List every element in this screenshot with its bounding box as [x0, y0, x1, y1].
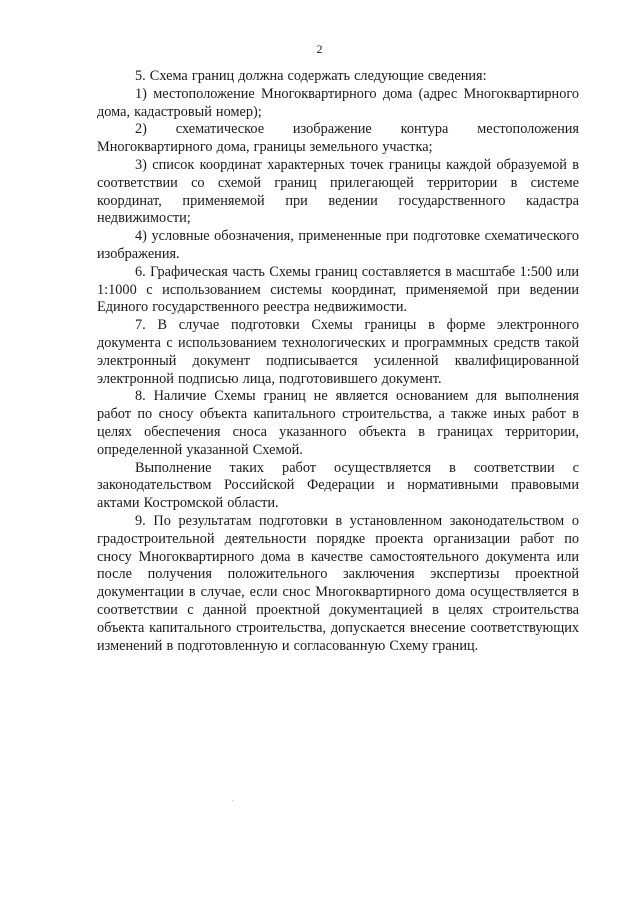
- paragraph-6: 6. Графическая часть Схемы границ составляется в масштабе 1:500 или 1:1000 с использованием системы координат, применяемой при ведении Единого государственного реестра недвижимости.: [97, 263, 579, 316]
- paragraph-8: 8. Наличие Схемы границ не является основанием для выполнения работ по сносу объекта капитального строительства, а также иных работ в целях обеспечения сноса указанного объекта в границах территории, определенной указанной Схемой.: [97, 388, 579, 458]
- paragraph-9: 9. По результатам подготовки в установленном законодательством о градостроительной деятельности порядке проекта организации работ по сносу Многоквартирного дома в качестве самостоятельного документа или после получения положительного заключения экспертизы проектной документации в случае, если снос Многоквартирного дома осуществляется в соответствии с данной проектной документацией в целях строительства объекта капитального строительства, допускается внесение соответствующих изменений в подготовленную и согласованную Схему границ.: [97, 512, 579, 654]
- paragraph-5-item-4: 4) условные обозначения, примененные при подготовке схематического изображения.: [97, 228, 579, 262]
- paragraph-8-continuation: Выполнение таких работ осуществляется в соответствии с законодательством Российской Федерации и нормативными правовыми актами Костромской области.: [97, 459, 579, 512]
- page-number: 2: [316, 42, 323, 56]
- document-body: [97, 68, 579, 655]
- paragraph-7: 7. В случае подготовки Схемы границы в форме электронного документа с использованием технологических и программных средств такой электронный документ подписывается усиленной квалифицированной электронной подписью лица, подготовившего документ.: [97, 317, 579, 387]
- paragraph-5: 5. Схема границ должна содержать следующие сведения:: [135, 68, 487, 84]
- paragraph-5-item-1: 1) местоположение Многоквартирного дома (адрес Многоквартирного дома, кадастровый номер);: [97, 85, 579, 120]
- scan-speck: [232, 800, 233, 801]
- paragraph-5-item-2: 2) схематическое изображение контура местоположения Многоквартирного дома, границы земельного участка;: [97, 121, 579, 156]
- paragraph-5-item-3: 3) список координат характерных точек границы каждой образуемой в соответствии со схемой границ прилегающей территории в системе координат, применяемой при ведении государственного кадастра недвижимости;: [97, 156, 579, 227]
